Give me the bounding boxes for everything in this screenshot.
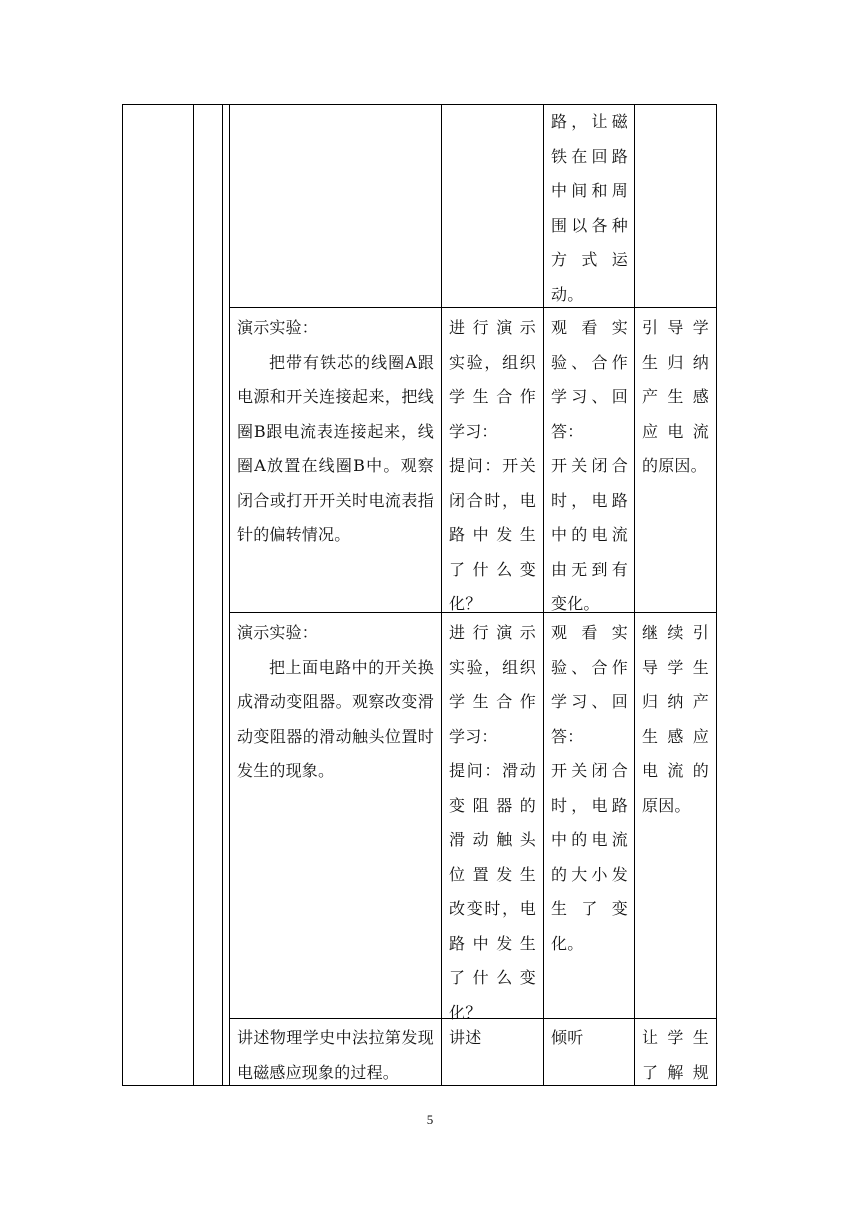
experiment-heading: 演示实验： (237, 318, 319, 337)
cell-line: 导学生 (642, 657, 709, 677)
cell-line: 提问：开关 (449, 456, 536, 475)
row2-student-cell (551, 616, 628, 961)
page-number: 5 (426, 1112, 434, 1127)
cell-line: 让学生 (642, 1028, 709, 1047)
cell-line: 验、合作 (551, 657, 628, 677)
cell-line: 变阻器的 (449, 795, 536, 815)
cell-line: 了什么变 (449, 559, 536, 579)
row0-student-cell (551, 105, 628, 312)
teacher-activity: 讲述 (449, 1028, 482, 1047)
cell-line: 生感应 (642, 726, 709, 746)
cell-line: 路，让磁 (551, 112, 628, 131)
cell-line: 原因。 (642, 795, 691, 815)
cell-line: 闭合时，电 (449, 490, 536, 510)
table-border (543, 104, 544, 1086)
cell-line: 学习、回 (551, 387, 628, 406)
cell-line: 学习、回 (551, 692, 628, 711)
cell-line: 学习： (449, 726, 498, 746)
cell-line: 了什么变 (449, 968, 536, 987)
row1-teacher-cell (449, 311, 536, 622)
cell-line: 中间和周 (551, 181, 628, 200)
cell-line: 电流的 (642, 761, 709, 780)
cell-line: 化？ (449, 594, 482, 613)
cell-line: 路中发生 (449, 933, 536, 953)
row2-intent-cell (642, 616, 709, 823)
cell-line: 路中发生 (449, 525, 536, 544)
cell-line: 动。 (551, 284, 584, 304)
student-activity: 倾听 (551, 1028, 584, 1047)
cell-line: 学生合作 (449, 692, 536, 711)
cell-line: 进行演示 (449, 318, 536, 337)
row2-content-cell (237, 616, 434, 789)
cell-line: 归纳产 (642, 692, 709, 711)
cell-line: 中的电流 (551, 525, 628, 544)
row1-intent-cell (642, 311, 709, 484)
row3-intent-cell (642, 1021, 709, 1090)
cell-line: 围以各种 (551, 215, 628, 235)
cell-line: 引导学 (642, 318, 709, 337)
cell-line: 的原因。 (642, 456, 707, 475)
cell-line: 铁在回路 (551, 146, 628, 166)
experiment-heading: 演示实验： (237, 623, 319, 642)
row1-student-cell (551, 311, 628, 622)
cell-line: 生了变 (551, 899, 628, 918)
experiment-description: 把带有铁芯的线圈A跟电源和开关连接起来，把线圈B跟电流表连接起来，线圈A放置在线圈B中。观察闭合或打开开关时电流表指针的偏转情况。 (237, 352, 434, 544)
cell-line: 继续引 (642, 623, 709, 642)
cell-line: 变化。 (551, 594, 600, 613)
cell-line: 化？ (449, 1002, 482, 1022)
cell-line: 产生感 (642, 387, 709, 406)
cell-line: 答： (551, 726, 584, 746)
table-border (193, 104, 194, 1086)
cell-line: 化。 (551, 933, 584, 953)
table-border (229, 307, 717, 308)
table-border (229, 104, 230, 1086)
history-description: 讲述物理学史中法拉第发现电磁感应现象的过程。 (237, 1028, 434, 1082)
cell-line: 中的电流 (551, 830, 628, 849)
cell-line: 改变时，电 (449, 899, 536, 918)
cell-line: 答： (551, 421, 584, 441)
cell-line: 开关闭合 (551, 456, 628, 475)
table-border (634, 104, 635, 1086)
cell-line: 实验，组织 (449, 352, 536, 372)
cell-line: 学习： (449, 421, 498, 441)
table-border (122, 104, 123, 1086)
cell-line: 由无到有 (551, 559, 628, 579)
cell-line: 观看实 (551, 318, 628, 337)
cell-line: 开关闭合 (551, 761, 628, 780)
cell-line: 时，电路 (551, 795, 628, 815)
cell-line: 提问：滑动 (449, 761, 536, 780)
row1-content-cell (237, 311, 434, 553)
table-border (716, 104, 717, 1086)
cell-line: 位置发生 (449, 864, 536, 884)
experiment-description: 把上面电路中的开关换成滑动变阻器。观察改变滑动变阻器的滑动触头位置时发生的现象。 (237, 657, 434, 780)
cell-line: 了解规 (642, 1062, 709, 1082)
cell-line: 生归纳 (642, 352, 709, 372)
row2-teacher-cell (449, 616, 536, 1030)
cell-line: 应电流 (642, 421, 709, 441)
table-border (441, 104, 442, 1086)
cell-line: 实验，组织 (449, 657, 536, 677)
cell-line: 学生合作 (449, 387, 536, 406)
cell-line: 时，电路 (551, 490, 628, 510)
table-border (222, 104, 223, 1086)
cell-line: 方式运 (551, 250, 628, 269)
row3-student-cell (551, 1021, 628, 1056)
row3-teacher-cell (449, 1021, 536, 1056)
row3-content-cell (237, 1021, 434, 1090)
cell-line: 滑动触头 (449, 830, 536, 849)
cell-line: 的大小发 (551, 864, 628, 884)
cell-line: 进行演示 (449, 623, 536, 642)
cell-line: 观看实 (551, 623, 628, 642)
cell-line: 验、合作 (551, 352, 628, 372)
